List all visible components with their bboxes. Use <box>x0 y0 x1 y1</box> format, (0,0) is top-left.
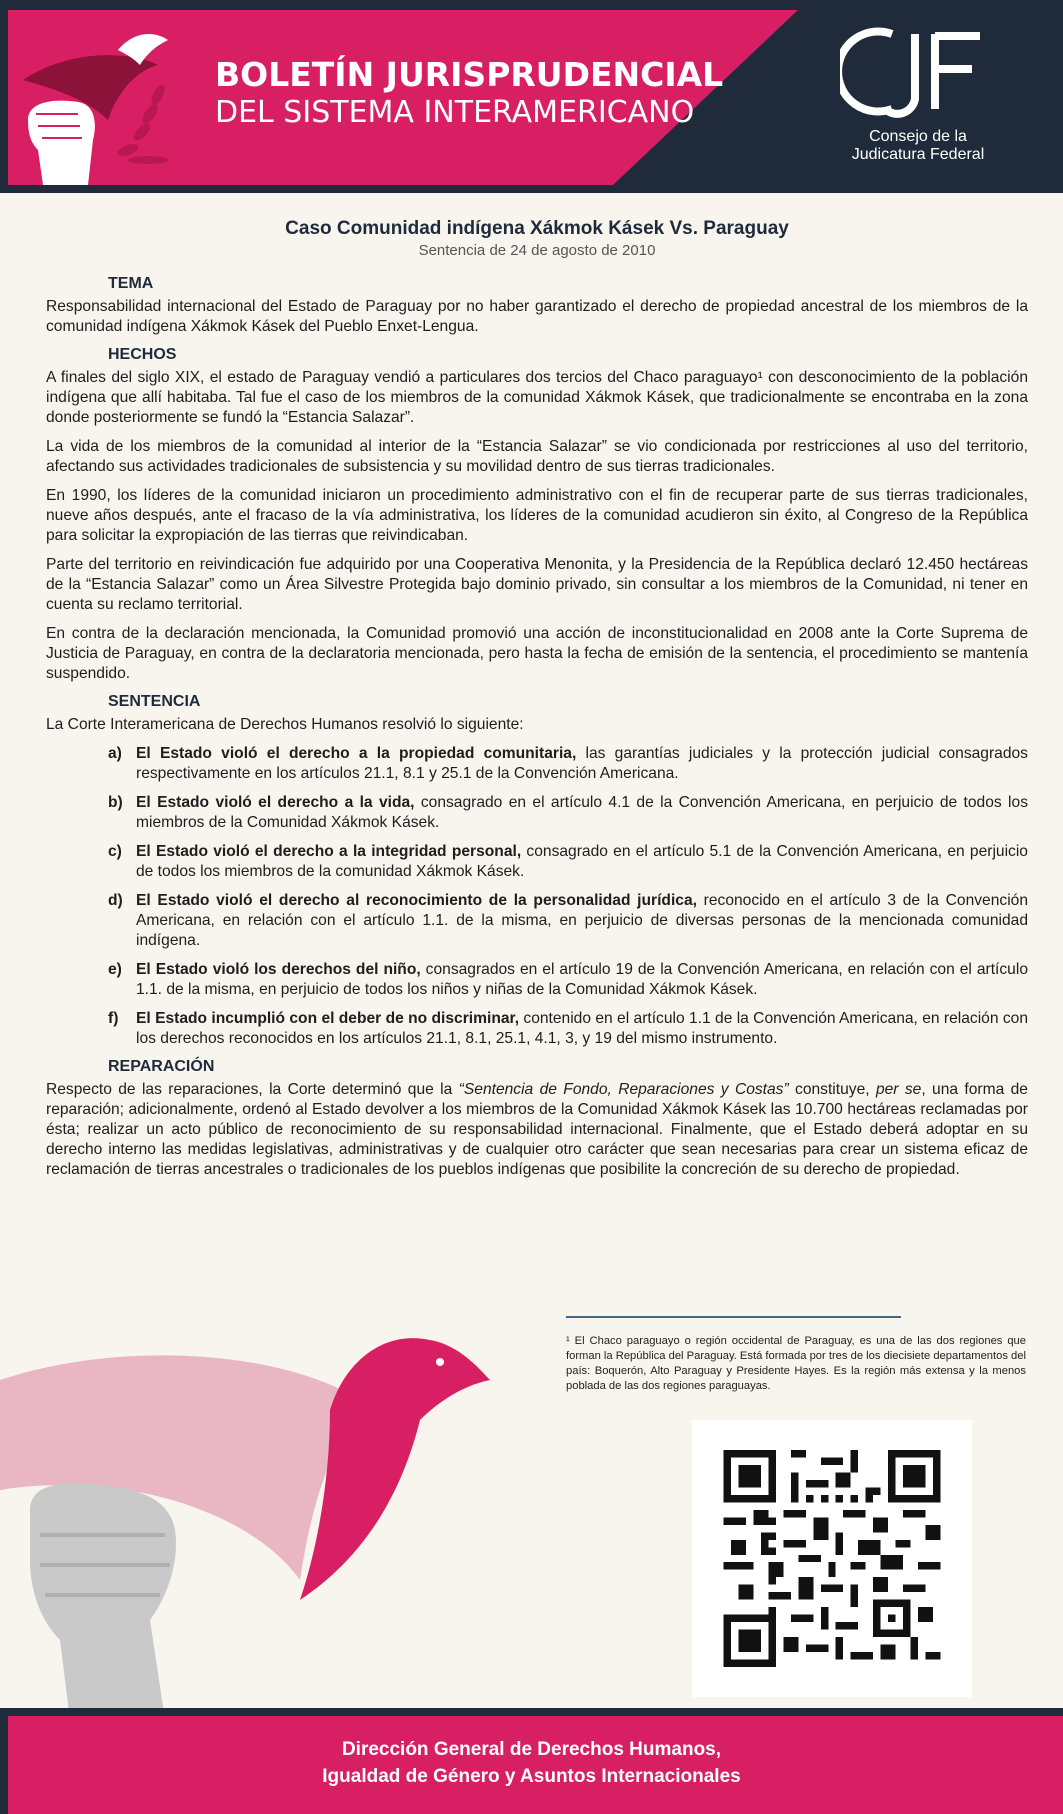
list-item <box>108 1009 1028 1049</box>
dove-icon <box>300 1338 490 1600</box>
item-text: consagrado en el artículo 4.1 de la Convención Americana, en perjuicio de todos los miembros de la Comunidad Xákmok Kásek. <box>136 794 1028 831</box>
reparacion-part: constituye, <box>788 1081 876 1098</box>
cjf-logo <box>840 24 990 124</box>
list-item <box>108 960 1028 1000</box>
header-banner <box>0 0 1063 193</box>
hechos-paragraph: En 1990, los líderes de la comunidad iniciaron un procedimiento administrativo con el fin de recuperar parte de sus tierras tradicionales, nueve años después, ante el fracaso de la vía administrativa, los líderes de la comunidad acudieron sin éxito, al Congreso de la República para solicitar la expropiación de las tierras que reivindicaban. <box>46 487 1028 544</box>
reparacion-part: Respecto de las reparaciones, la Corte determinó que la <box>46 1081 459 1098</box>
bulletin-title: BOLETÍN JURISPRUDENCIAL <box>215 55 724 94</box>
item-letter: b) <box>108 794 123 811</box>
footnote-divider <box>566 1316 901 1318</box>
sentencia-list <box>108 744 1028 1049</box>
footnote: ¹ El Chaco paraguayo o región occidental de Paraguay, es una de las dos regiones que forman la República del Paraguay. Está formada por tres de los diecisiete departamentos del país: Boquerón, Alto Paraguay y Presidente Hayes. Es la región más extensa y la menos poblada de las dos regiones paraguayas. <box>566 1335 1026 1392</box>
sentencia-intro: La Corte Interamericana de Derechos Humanos resolvió lo siguiente: <box>46 716 524 733</box>
item-bold: El Estado incumplió con el deber de no discriminar, <box>136 1010 520 1027</box>
fist-icon <box>30 1483 176 1720</box>
tema-text: Responsabilidad internacional del Estado de Paraguay por no haber garantizado el derecho de propiedad ancestral de los miembros de la comunidad indígena Xákmok Kásek del Pueblo Enxet-Lengua. <box>46 298 1028 335</box>
cjf-name <box>838 128 998 164</box>
hechos-paragraph: A finales del siglo XIX, el estado de Paraguay vendió a particulares dos tercios del Chaco paraguayo¹ con desconocimiento de la población indígena que allí habitaba. Tal fue el caso de los miembros de la comunidad Xákmok Kásek, que tradicionalmente se encontraba en la zona donde posteriormente se fundó la “Estancia Salazar”. <box>46 369 1028 426</box>
item-bold: El Estado violó el derecho a la integridad personal, <box>136 843 522 860</box>
reparacion-italic: “Sentencia de Fondo, Reparaciones y Costas” <box>458 1081 789 1098</box>
hechos-paragraph: Parte del territorio en reivindicación fue adquirido por una Cooperativa Menonita, y la Presidencia de la República declaró 12.450 hectáreas de la “Estancia Salazar” como un Área Silvestre Protegida bajo dominio privado, sin consultar a los miembros de la Comunidad, ni tener en cuenta su reclamo territorial. <box>46 556 1028 613</box>
qr-code-graphic <box>722 1450 942 1667</box>
item-letter: c) <box>108 843 122 860</box>
bottom-decoration <box>0 1300 560 1720</box>
item-letter: f) <box>108 1010 119 1027</box>
item-text: reconocido en el artículo 3 de la Convención Americana, en relación con el artículo 1.1. de la misma, en perjuicio de diversas personas de la mencionada comunidad indígena. <box>136 892 1029 949</box>
item-text: las garantías judiciales y la protección judicial consagrados respectivamente en los artículos 21.1, 8.1 y 25.1 de la Convención Americana. <box>136 745 1028 782</box>
item-letter: a) <box>108 745 122 762</box>
item-text: consagrado en el artículo 5.1 de la Convención Americana, en perjuicio de todos los miembros de la comunidad Xákmok Kásek. <box>136 843 1028 880</box>
case-date: Sentencia de 24 de agosto de 2010 <box>418 242 656 259</box>
section-heading-sentencia: SENTENCIA <box>108 693 201 710</box>
item-text: consagrados en el artículo 19 de la Convención Americana, en relación con el artículo 1.1. de la misma, en perjuicio de todos los niños y niñas de la Comunidad Xákmok Kásek. <box>136 961 1028 998</box>
case-title: Caso Comunidad indígena Xákmok Kásek Vs. Paraguay <box>285 218 789 239</box>
section-heading-hechos: HECHOS <box>108 346 177 363</box>
list-item <box>108 891 1028 951</box>
item-bold: El Estado violó el derecho a la vida, <box>136 794 415 811</box>
hechos-paragraph: En contra de la declaración mencionada, la Comunidad promovió una acción de inconstitucionalidad en 2008 ante la Corte Suprema de Justicia de Paraguay, en contra de la declaratoria mencionada, pero hasta la fecha de emisión de la sentencia, el procedimiento se mantenía suspendido. <box>46 625 1028 682</box>
reparacion-text <box>46 1080 1028 1180</box>
cjf-name-line2: Judicatura Federal <box>851 146 985 163</box>
item-letter: d) <box>108 892 123 909</box>
item-bold: El Estado violó los derechos del niño, <box>136 961 421 978</box>
list-item <box>108 842 1028 882</box>
bulletin-subtitle: DEL SISTEMA INTERAMERICANO <box>215 95 695 130</box>
list-item <box>108 744 1028 784</box>
reparacion-part: , una forma de reparación; adicionalmente, ordenó al Estado devolver a los miembros de la Comunidad Xákmok Kásek las 10.700 hectáreas reclamadas por ésta; realizar un acto público de reconocimiento de su responsabilidad internacional. Finalmente, que el Estado deberá adoptar en su derecho interno las medidas legislativas, administrativas y de cualquier otro carácter que sean necesarias para crear un sistema eficaz de reclamación de tierras ancestrales o tradicionales de los pueblos indígenas que posibilite la concreción de su derecho de propiedad. <box>46 1081 1028 1178</box>
footer-text <box>0 1736 1063 1790</box>
section-heading-reparacion: REPARACIÓN <box>108 1058 215 1075</box>
list-item <box>108 793 1028 833</box>
item-text: contenido en el artículo 1.1 de la Convención Americana, en relación con los derechos reconocidos en los artículos 21.1, 8.1, 25.1, 4.1, 3, y 19 del mismo instrumento. <box>136 1010 1028 1047</box>
main-content <box>46 218 1028 1189</box>
cjf-name-line1: Consejo de la <box>869 128 967 145</box>
qr-code[interactable] <box>692 1420 972 1697</box>
hechos-paragraph: La vida de los miembros de la comunidad al interior de la “Estancia Salazar” se vio condicionada por restricciones al uso del territorio, afectando sus actividades tradicionales de subsistencia y su movilidad dentro de sus tierras tradicionales. <box>46 438 1028 475</box>
reparacion-italic: per se <box>875 1081 922 1098</box>
item-bold: El Estado violó el derecho a la propiedad comunitaria, <box>136 745 577 762</box>
footer-line1: Dirección General de Derechos Humanos, <box>341 1739 722 1760</box>
section-heading-tema: TEMA <box>108 275 154 292</box>
item-bold: El Estado violó el derecho al reconocimiento de la personalidad jurídica, <box>136 892 697 909</box>
item-letter: e) <box>108 961 122 978</box>
footer-line2: Igualdad de Género y Asuntos Internacionales <box>322 1766 741 1787</box>
